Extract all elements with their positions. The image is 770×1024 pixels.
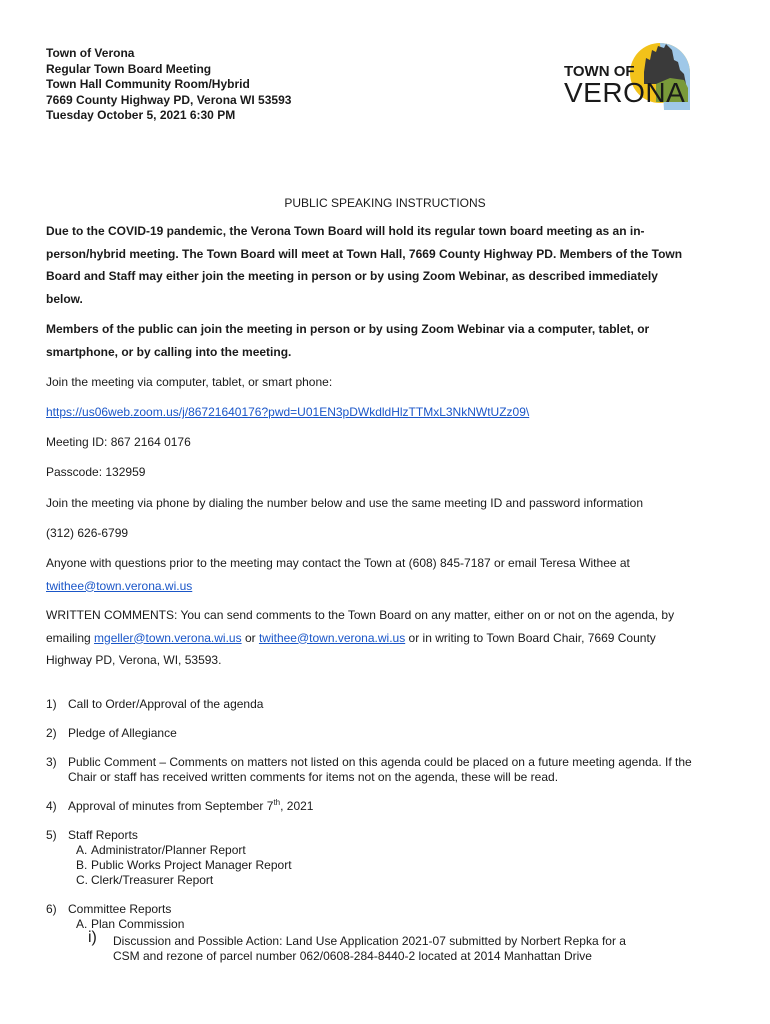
section-title: PUBLIC SPEAKING INSTRUCTIONS: [284, 196, 486, 210]
header-address: 7669 County Highway PD, Verona WI 53593: [46, 92, 292, 107]
contact-email-link[interactable]: twithee@town.verona.wi.us: [46, 578, 193, 593]
sub-item-text: Administrator/Planner Report: [91, 843, 246, 857]
written-text: or in writing to Town Board Chair, 7669 County: [405, 630, 656, 645]
agenda-text: [68, 755, 728, 785]
meeting-id: Meeting ID: 867 2164 0176: [46, 435, 191, 449]
zoom-meeting-link[interactable]: https://us06web.zoom.us/j/86721640176?pwd=U01EN3pDWkdldHlzTTMxL3NkNWtUZz09\: [46, 405, 530, 419]
town-of-verona-logo: [560, 40, 690, 110]
agenda-text-part: Approval of minutes from September 7: [68, 799, 274, 813]
sub-sub-item-text: [113, 934, 713, 964]
agenda-number: 5): [46, 828, 57, 842]
agenda-number: 1): [46, 697, 57, 711]
written-comments-paragraph: [46, 604, 726, 672]
written-comments-line: Highway PD, Verona, WI, 53593.: [46, 653, 222, 667]
written-comments-line: [46, 627, 726, 650]
dial-in-phone-number: (312) 626-6799: [46, 526, 129, 540]
withee-email-link[interactable]: twithee@town.verona.wi.us: [258, 630, 406, 645]
meeting-header: [46, 46, 291, 124]
agenda-text: Pledge of Allegiance: [68, 726, 177, 740]
intro-line: Due to the COVID-19 pandemic, the Verona Town Board will hold its regular town board meeting as an in-: [46, 224, 645, 238]
public-join-line: smartphone, or by calling into the meeting.: [46, 344, 292, 359]
sub-item-letter: B.: [76, 858, 88, 872]
sub-sub-item-line: CSM and rezone of parcel number 062/0608-284-8440-2 located at 2014 Manhattan Drive: [113, 949, 592, 963]
sub-item-letter: A.: [76, 917, 88, 931]
sub-item-text: Clerk/Treasurer Report: [91, 873, 214, 887]
public-join-line: Members of the public can join the meeting in person or by using Zoom Webinar via a computer, tablet, or: [46, 322, 650, 336]
agenda-text: Committee Reports: [68, 902, 172, 916]
agenda-number: 6): [46, 902, 57, 916]
header-meeting-type: Regular Town Board Meeting: [46, 61, 212, 76]
logo-town-of-text: TOWN OF: [564, 63, 635, 80]
written-text: emailing: [46, 630, 95, 645]
sub-item-text: Plan Commission: [91, 917, 185, 931]
meeting-passcode: Passcode: 132959: [46, 465, 146, 479]
agenda-text: Call to Order/Approval of the agenda: [68, 697, 264, 711]
join-computer-label: Join the meeting via computer, tablet, or smart phone:: [46, 375, 333, 389]
sub-sub-item-numeral: i): [88, 929, 97, 946]
contact-text: Anyone with questions prior to the meeting may contact the Town at (608) 845-7187 or email Teresa Withee at: [46, 556, 630, 570]
intro-line: person/hybrid meeting. The Town Board will meet at Town Hall, 7669 County Highway PD. Members of the Town: [46, 246, 683, 261]
written-comments-line: WRITTEN COMMENTS: You can send comments to the Town Board on any matter, either on or not on the agenda, by: [46, 608, 675, 622]
contact-paragraph: [46, 552, 726, 597]
sub-sub-item-line: Discussion and Possible Action: Land Use Application 2021-07 submitted by Norbert Repka for a: [113, 934, 626, 948]
intro-line: below.: [46, 291, 83, 306]
sub-item-letter: C.: [76, 873, 88, 887]
sub-item-letter: A.: [76, 843, 88, 857]
agenda-number: 4): [46, 799, 57, 813]
join-phone-label: Join the meeting via phone by dialing the number below and use the same meeting ID and password information: [46, 496, 644, 510]
public-join-paragraph: [46, 318, 726, 363]
agenda-text: Staff Reports: [68, 828, 138, 842]
agenda-text-line: Chair or staff has received written comments for items not on the agenda, these will be read.: [68, 770, 559, 784]
header-location: Town Hall Community Room/Hybrid: [46, 77, 250, 91]
ordinal-superscript: th: [273, 798, 281, 807]
covid-intro-paragraph: [46, 220, 726, 310]
written-text: or: [241, 630, 259, 645]
header-datetime: Tuesday October 5, 2021 6:30 PM: [46, 108, 236, 122]
geller-email-link[interactable]: mgeller@town.verona.wi.us: [94, 630, 242, 645]
agenda-text-part: , 2021: [280, 799, 314, 813]
agenda-text: [68, 799, 728, 814]
agenda-number: 3): [46, 755, 57, 769]
intro-line: Board and Staff may either join the meeting in person or by using Zoom Webinar, as described immediately: [46, 269, 658, 283]
logo-verona-text: VERONA: [564, 77, 686, 108]
header-town: Town of Verona: [46, 46, 135, 60]
agenda-text-line: Public Comment – Comments on matters not listed on this agenda could be placed on a future meeting agenda. If the: [68, 755, 692, 769]
sub-item-text: Public Works Project Manager Report: [91, 858, 292, 872]
agenda-number: 2): [46, 726, 57, 740]
